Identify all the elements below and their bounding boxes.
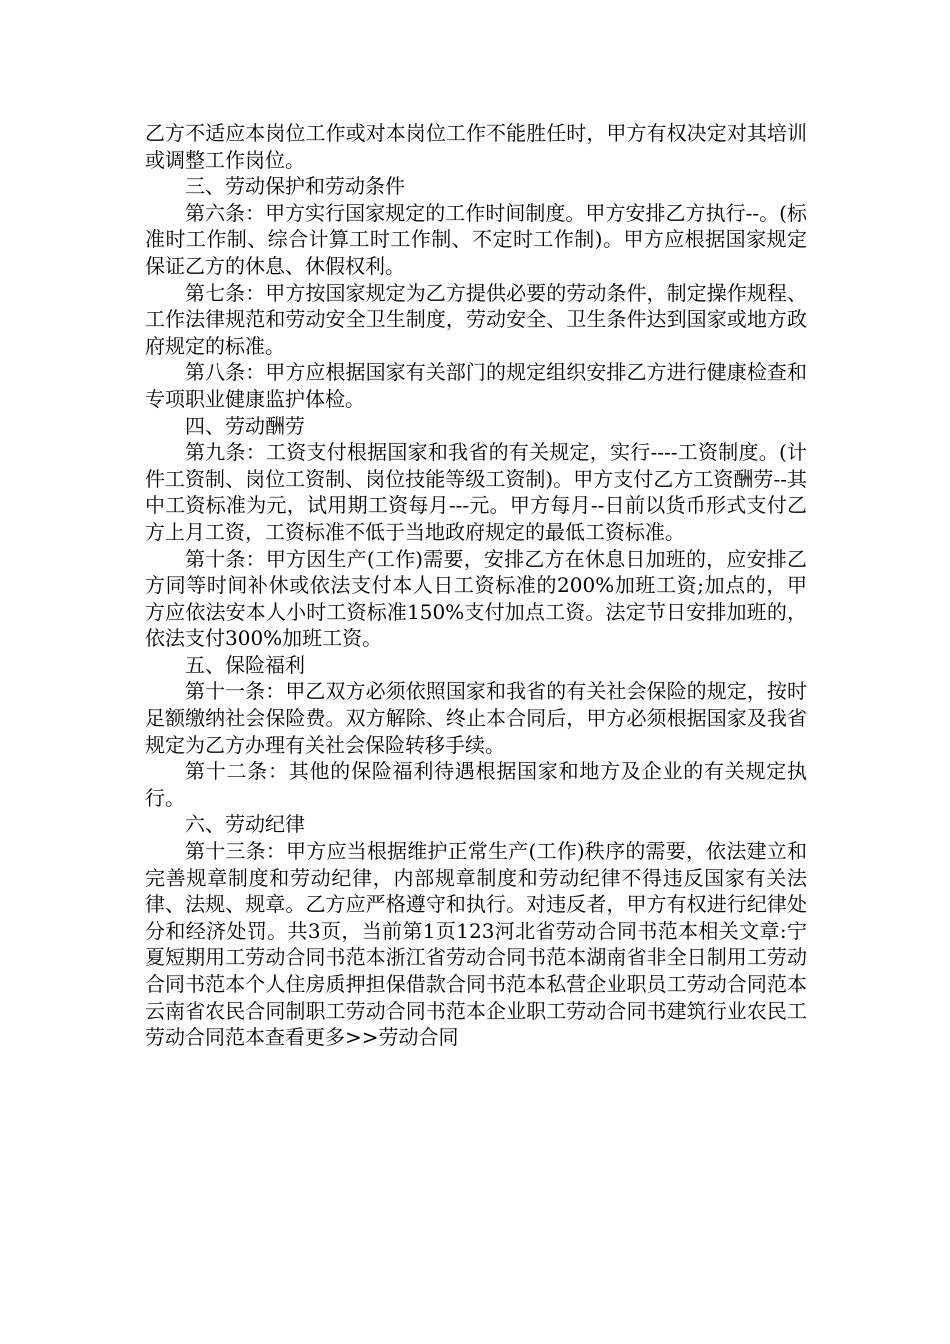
document-page bbox=[145, 120, 807, 1051]
article-10: 第十条：甲方因生产(工作)需要，安排乙方在休息日加班的，应安排乙方同等时间补休或依法支付本人日工资标准的200%加班工资;加点的，甲方应依法安本人小时工资标准150%支付加点工资。法定节日安排加班的，依法支付300%加班工资。 bbox=[145, 546, 807, 651]
article-12: 第十二条：其他的保险福利待遇根据国家和地方及企业的有关规定执行。 bbox=[145, 759, 807, 810]
paragraph-continuation: 乙方不适应本岗位工作或对本岗位工作不能胜任时，甲方有权决定对其培训或调整工作岗位。 bbox=[145, 121, 807, 172]
article-7: 第七条：甲方按国家规定为乙方提供必要的劳动条件，制定操作规程、工作法律规范和劳动安全卫生制度，劳动安全、卫生条件达到国家或地方政府规定的标准。 bbox=[145, 280, 807, 358]
article-6: 第六条：甲方实行国家规定的工作时间制度。甲方安排乙方执行--。(标准时工作制、综合计算工时工作制、不定时工作制)。甲方应根据国家规定保证乙方的休息、休假权利。 bbox=[145, 200, 807, 278]
article-11: 第十一条：甲乙双方必须依照国家和我省的有关社会保险的规定，按时足额缴纳社会保险费。双方解除、终止本合同后，甲方必须根据国家及我省规定为乙方办理有关社会保险转移手续。 bbox=[145, 679, 807, 757]
section-heading-remuneration: 四、劳动酬劳 bbox=[185, 413, 305, 438]
section-heading-labor-protection: 三、劳动保护和劳动条件 bbox=[185, 174, 405, 199]
article-13: 第十三条：甲方应当根据维护正常生产(工作)秩序的需要，依法建立和完善规章制度和劳动纪律，内部规章制度和劳动纪律不得违反国家有关法律、法规、规章。乙方应严格遵守和执行。对违反者，甲方有权进行纪律处分和经济处罚。共3页，当前第1页123河北省劳动合同书范本相关文章:宁夏短期用工劳动合同书范本浙江省劳动合同书范本湖南省非全日制用工劳动合同书范本个人住房质押担保借款合同书范本私营企业职员工劳动合同范本云南省农民合同制职工劳动合同书范本企业职工劳动合同书建筑行业农民工劳动合同范本查看更多>>劳动合同 bbox=[145, 839, 807, 1050]
article-8: 第八条：甲方应根据国家有关部门的规定组织安排乙方进行健康检查和专项职业健康监护体检。 bbox=[145, 360, 807, 411]
article-9: 第九条：工资支付根据国家和我省的有关规定，实行----工资制度。(计件工资制、岗位工资制、岗位技能等级工资制)。甲方支付乙方工资酬劳--其中工资标准为元，试用期工资每月---元。甲方每月--日前以货币形式支付乙方上月工资，工资标准不低于当地政府规定的最低工资标准。 bbox=[145, 440, 807, 544]
section-heading-insurance-welfare: 五、保险福利 bbox=[185, 652, 305, 677]
section-heading-labor-discipline: 六、劳动纪律 bbox=[185, 812, 305, 837]
